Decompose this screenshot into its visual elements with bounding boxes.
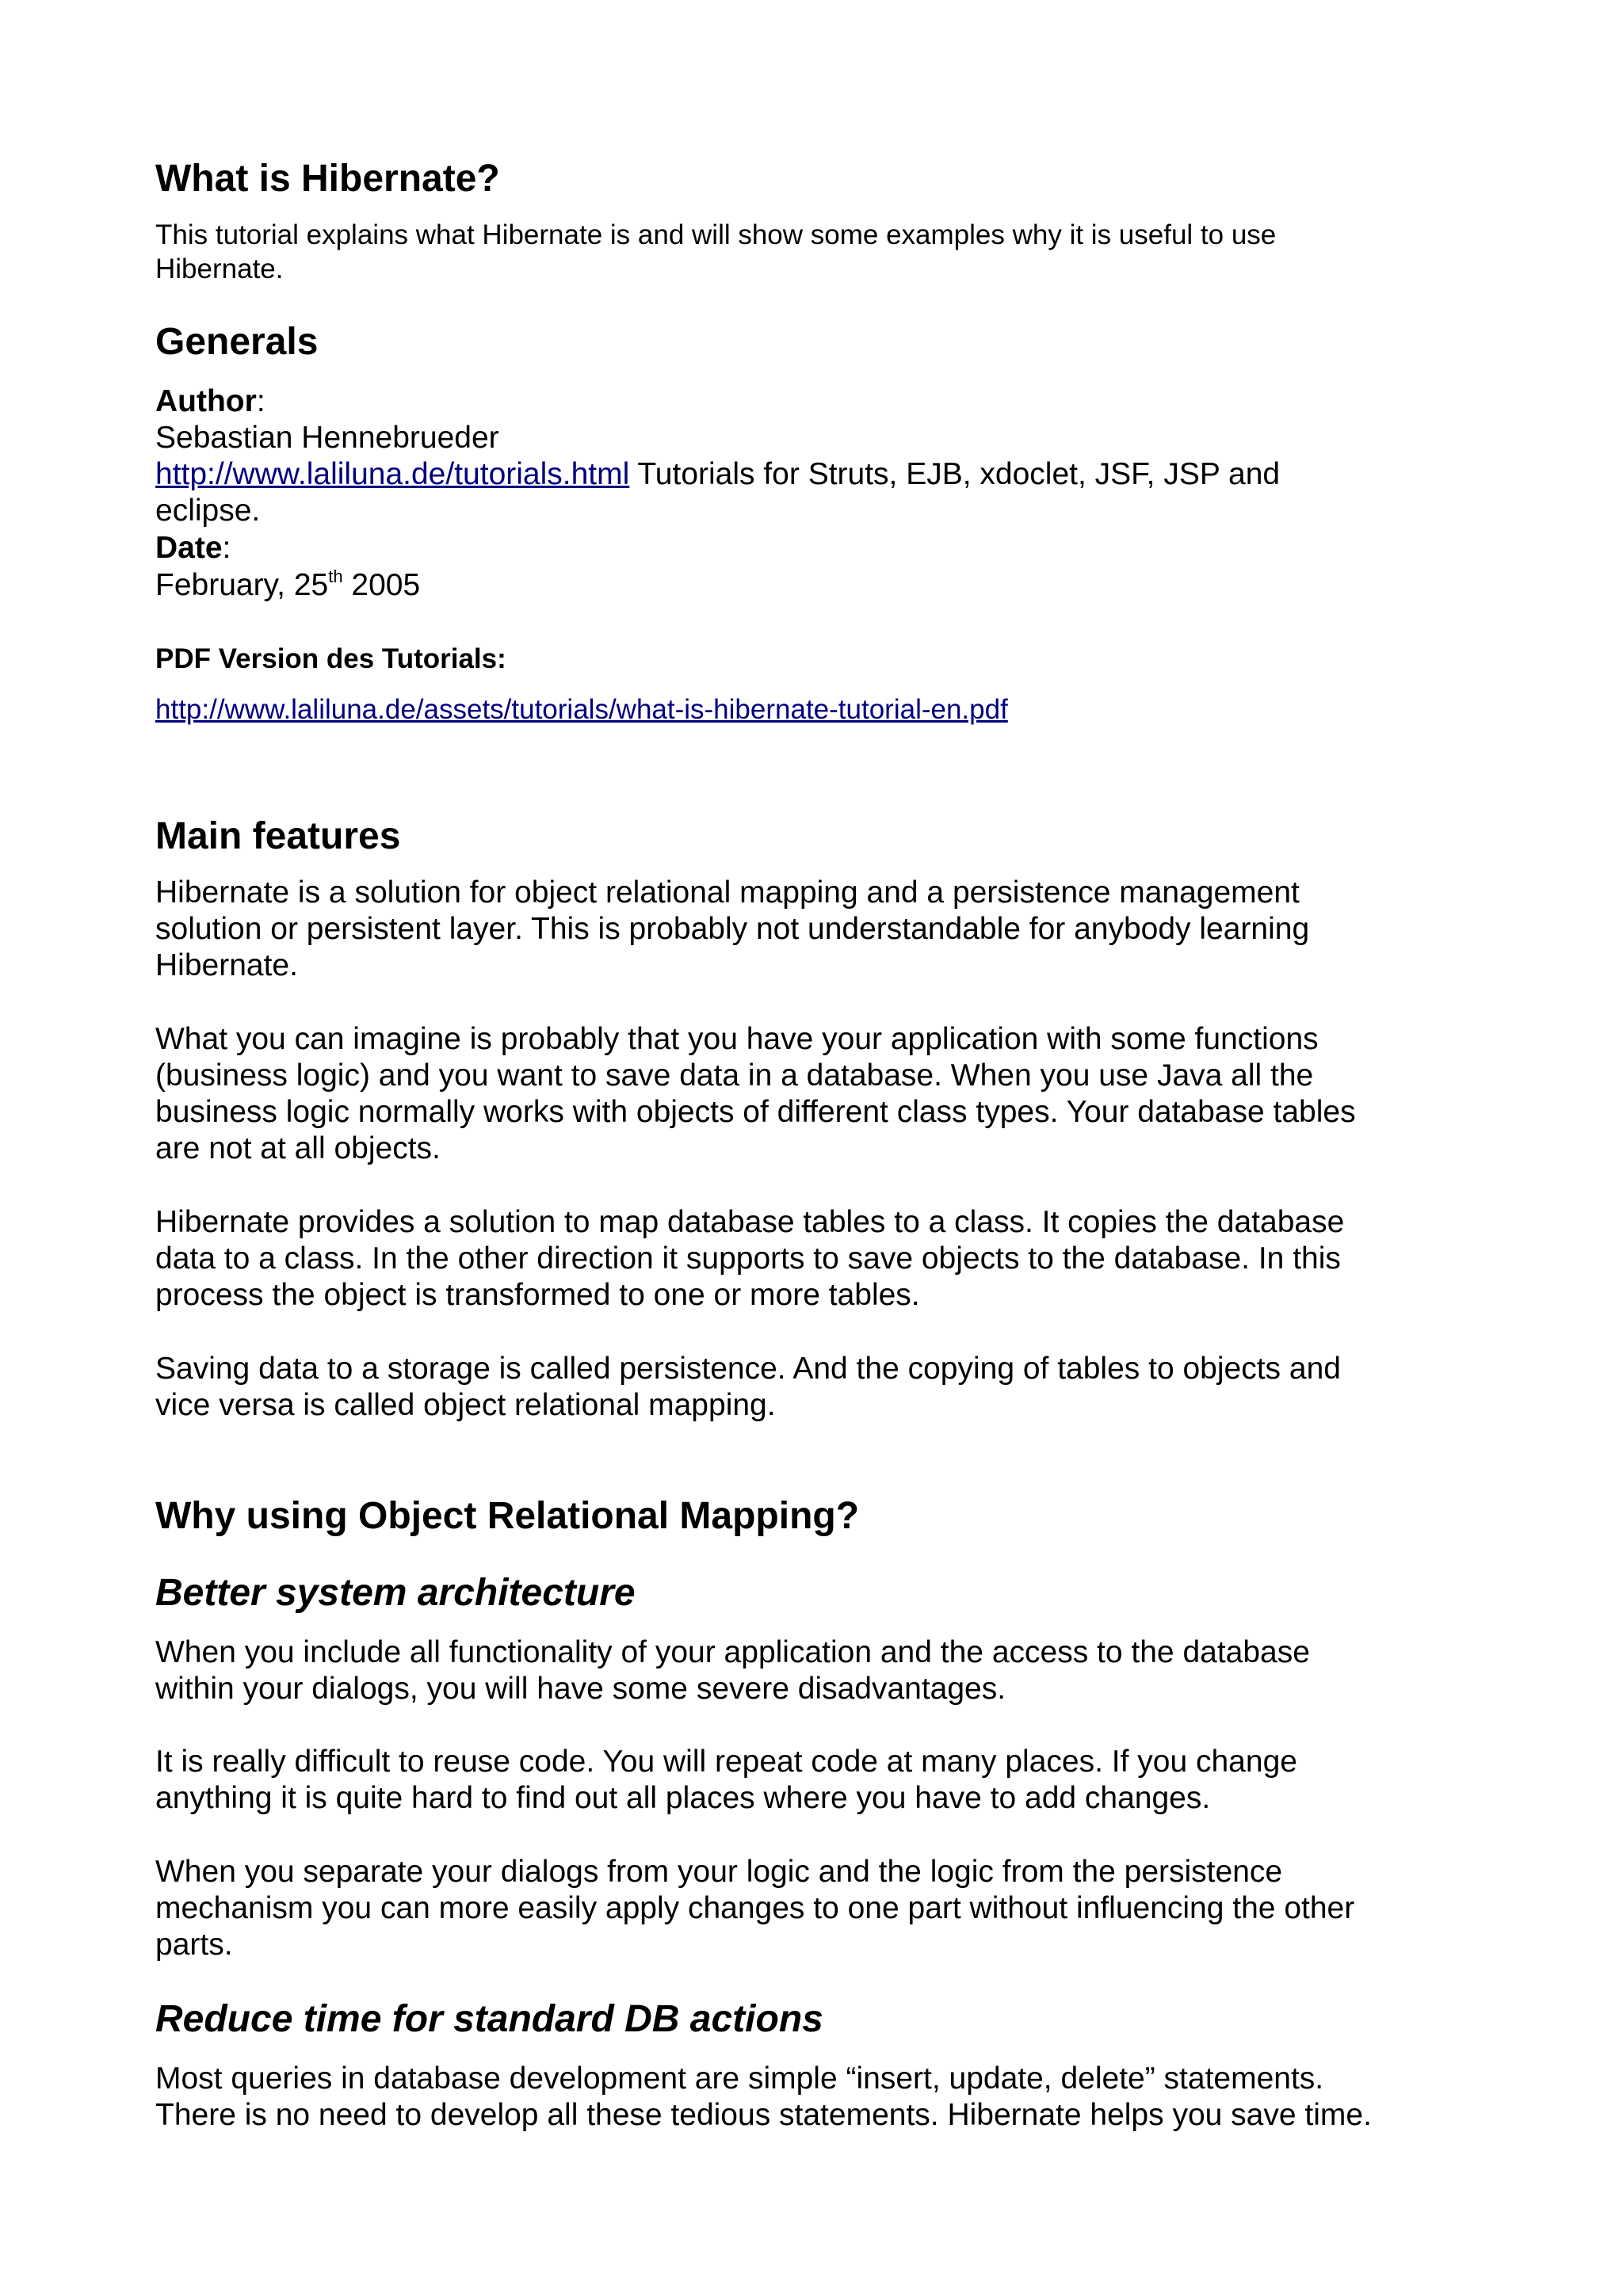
- date-suffix: 2005: [342, 568, 421, 602]
- date-label-line: [155, 530, 231, 567]
- author-name: Sebastian Hennebrueder: [155, 421, 499, 455]
- pdf-label: PDF Version des Tutorials:: [155, 643, 506, 674]
- main-features-heading: Main features: [155, 815, 401, 857]
- mf-p2-line-3: business logic normally works with objects of different class types. Your database tables: [155, 1095, 1356, 1129]
- mf-p4-line-1: Saving data to a storage is called persistence. And the copying of tables to objects and: [155, 1352, 1341, 1386]
- date-label: Date: [155, 531, 223, 565]
- tutorials-link[interactable]: http://www.laliluna.de/tutorials.html: [155, 457, 630, 491]
- generals-heading: Generals: [155, 321, 319, 363]
- page-title: What is Hibernate?: [155, 158, 500, 200]
- mf-p3-line-3: process the object is transformed to one or more tables.: [155, 1278, 920, 1312]
- ba-p3-line-1: When you separate your dialogs from your logic and the logic from the persistence: [155, 1855, 1283, 1889]
- mf-p3-line-1: Hibernate provides a solution to map database tables to a class. It copies the database: [155, 1205, 1345, 1239]
- mf-p2-line-1: What you can imagine is probably that you have your application with some functions: [155, 1022, 1319, 1056]
- mf-p3-line-2: data to a class. In the other direction it supports to save objects to the database. In this: [155, 1241, 1341, 1276]
- ba-p3-line-3: parts.: [155, 1928, 233, 1962]
- better-architecture-heading: Better system architecture: [155, 1572, 636, 1614]
- tutorials-text: Tutorials for Struts, EJB, xdoclet, JSF, JSP and: [629, 457, 1281, 491]
- pdf-link[interactable]: http://www.laliluna.de/assets/tutorials/what-is-hibernate-tutorial-en.pdf: [155, 694, 1008, 725]
- mf-p1-line-3: Hibernate.: [155, 948, 298, 982]
- ba-p2-line-1: It is really difficult to reuse code. You will repeat code at many places. If you change: [155, 1745, 1297, 1779]
- date-colon: :: [222, 531, 231, 565]
- ba-p1-line-2: within your dialogs, you will have some severe disadvantages.: [155, 1672, 1006, 1706]
- mf-p1-line-2: solution or persistent layer. This is probably not understandable for anybody learning: [155, 912, 1310, 946]
- ba-p1-line-1: When you include all functionality of your application and the access to the database: [155, 1635, 1310, 1669]
- tutorials-line: [155, 456, 1280, 494]
- mf-p1-line-1: Hibernate is a solution for object relational mapping and a persistence management: [155, 875, 1300, 910]
- why-orm-heading: Why using Object Relational Mapping?: [155, 1495, 860, 1537]
- intro-line-2: Hibernate.: [155, 254, 284, 284]
- mf-p4-line-2: vice versa is called object relational mapping.: [155, 1388, 776, 1422]
- ba-p3-line-2: mechanism you can more easily apply changes to one part without influencing the other: [155, 1891, 1355, 1925]
- author-label: Author: [155, 384, 257, 418]
- tutorials-text-2: eclipse.: [155, 494, 261, 528]
- date-superscript: th: [328, 566, 343, 586]
- ba-p2-line-2: anything it is quite hard to find out all places where you have to add changes.: [155, 1781, 1211, 1815]
- date-prefix: February, 25: [155, 568, 329, 602]
- mf-p2-line-4: are not at all objects.: [155, 1131, 441, 1165]
- pdf-link-line: [155, 692, 1008, 727]
- author-colon: :: [256, 384, 265, 418]
- author-label-line: [155, 383, 265, 421]
- intro-line-1: This tutorial explains what Hibernate is and will show some examples why it is useful to use: [155, 219, 1277, 250]
- rt-p1-line-2: There is no need to develop all these tedious statements. Hibernate helps you save time.: [155, 2098, 1372, 2132]
- reduce-time-heading: Reduce time for standard DB actions: [155, 1998, 823, 2040]
- rt-p1-line-1: Most queries in database development are simple “insert, update, delete” statements.: [155, 2061, 1324, 2096]
- date-value: [155, 567, 420, 605]
- mf-p2-line-2: (business logic) and you want to save data in a database. When you use Java all the: [155, 1058, 1314, 1093]
